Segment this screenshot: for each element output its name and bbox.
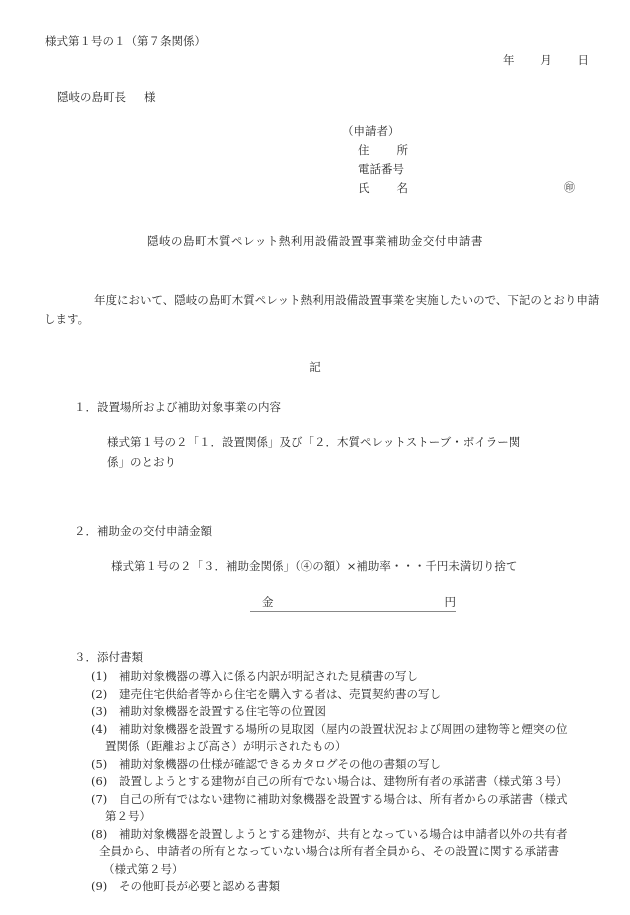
addressee-honorific: 様 (144, 90, 156, 104)
list-item (91, 826, 621, 879)
list-item (91, 791, 621, 826)
phone-label: 電話番号 (358, 162, 404, 176)
list-item-number: (7) (91, 791, 108, 806)
list-item-text: 補助対象機器を設置する住宅等の位置図 (119, 704, 326, 718)
section-2-heading: ２．補助金の交付申請金額 (74, 524, 212, 538)
amount-prefix: 金 (262, 595, 274, 609)
address-label (358, 145, 408, 157)
form-id: 様式第１号の１（第７条関係） (45, 34, 206, 48)
name-label-char1: 氏 (358, 181, 370, 195)
list-item-number: (5) (91, 756, 108, 771)
list-item (91, 878, 621, 896)
seal-icon: ㊞ (564, 181, 575, 194)
list-item-number: (9) (91, 879, 108, 893)
applicant-phone-row (358, 164, 404, 176)
date-month-label: 月 (540, 53, 552, 67)
applicant-address-row (358, 145, 408, 157)
ki-heading: 記 (309, 360, 321, 374)
date-year-label: 年 (503, 53, 515, 67)
attachments-list (91, 668, 621, 896)
body-text: 年度において、隠岐の島町木質ペレット熱利用設備設置事業を実施したいので、下記のとおり申請します。 (44, 293, 600, 326)
section-1-body-line1: 様式第１号の２「１．設置関係」及び「２．木質ペレットストーブ・ボイラー関 (107, 435, 521, 449)
list-item (91, 668, 621, 686)
list-item-number: (4) (91, 721, 108, 736)
list-item (91, 756, 621, 774)
list-item-text-cont: 第２号） (105, 809, 151, 823)
list-item (91, 773, 621, 791)
list-item-number: (2) (91, 686, 108, 701)
applicant-name-row (358, 183, 408, 195)
document-title: 隠岐の島町木質ペレット熱利用設備設置事業補助金交付申請書 (147, 234, 483, 248)
section-3-heading: ３．添付書類 (74, 650, 143, 664)
list-item-text: 設置しようとする建物が自己の所有でない場合は、建物所有者の承諾書（様式第３号） (119, 774, 568, 788)
address-label-char2: 所 (396, 143, 408, 157)
list-item-text: その他町長が必要と認める書類 (119, 879, 280, 893)
section-1-body (107, 432, 577, 472)
name-label (358, 183, 408, 195)
body-paragraph (44, 291, 604, 329)
list-item (91, 703, 621, 721)
list-item-number: (3) (91, 704, 108, 718)
amount-field[interactable] (250, 597, 456, 612)
name-label-char2: 名 (396, 181, 408, 195)
list-item-text: 自己の所有ではない建物に補助対象機器を設置する場合は、所有者からの承諾書（様式 (119, 791, 568, 806)
list-item-number: (8) (91, 826, 108, 841)
list-item (91, 686, 621, 704)
list-item-text-cont: （様式第２号） (103, 861, 184, 876)
addressee (57, 92, 156, 104)
date-field (503, 55, 589, 67)
section-1-heading: １．設置場所および補助対象事業の内容 (74, 400, 281, 414)
list-item-text-cont: 全員から、申請者の所有となっていない場合は所有者全員から、その設置に関する承諾書 (99, 844, 559, 858)
section-1-body-line2: 係」のとおり (107, 455, 176, 469)
list-item-number: (1) (91, 669, 108, 683)
address-label-char1: 住 (358, 143, 370, 157)
list-item-text: 補助対象機器の導入に係る内訳が明記された見積書の写し (119, 669, 418, 683)
addressee-name: 隠岐の島町長 (57, 90, 126, 104)
list-item (91, 721, 621, 756)
date-day-label: 日 (577, 53, 589, 67)
list-item-text: 補助対象機器の仕様が確認できるカタログその他の書類の写し (119, 756, 441, 771)
list-item-number: (6) (91, 774, 108, 788)
list-item-text: 補助対象機器を設置する場所の見取図（屋内の設置状況および周囲の建物等と煙突の位 (119, 721, 568, 736)
amount-suffix: 円 (444, 595, 456, 609)
list-item-text: 建売住宅供給者等から住宅を購入する者は、売買契約書の写し (119, 686, 441, 701)
list-item-text: 補助対象機器を設置しようとする建物が、共有となっている場合は申請者以外の共有者 (119, 826, 568, 841)
applicant-label: （申請者） (342, 124, 400, 138)
section-2-body: 様式第１号の２「３．補助金関係」（④の額）×補助率・・・千円未満切り捨て (111, 559, 518, 573)
list-item-text-cont: 置関係（距離および高さ）が明示されたもの） (105, 739, 347, 753)
